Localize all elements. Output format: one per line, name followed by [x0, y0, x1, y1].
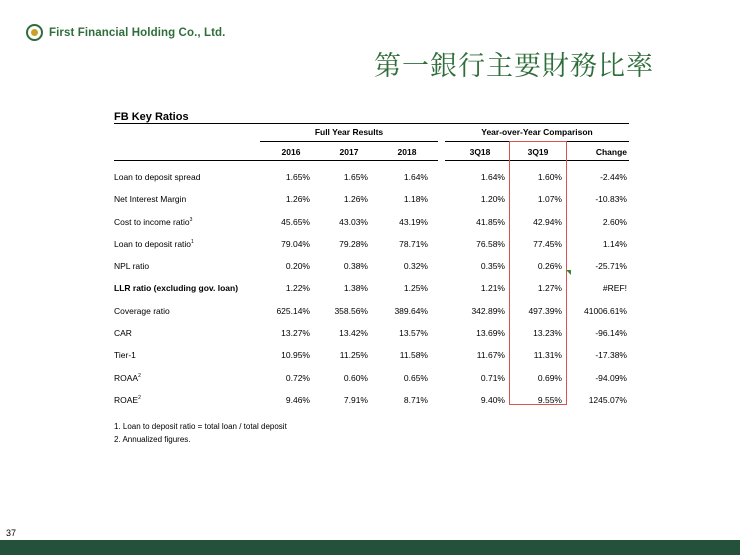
- cell-3q18: 1.21%: [480, 283, 505, 294]
- cell-change: -2.44%: [600, 172, 627, 182]
- footnote-marker: 1: [191, 239, 194, 246]
- cell-3q19: 0.69%: [537, 372, 562, 383]
- cell-3q18: 1.64%: [480, 172, 505, 182]
- slide-title: 第一銀行主要財務比率: [374, 51, 654, 82]
- cell-2016: 45.65%: [281, 216, 310, 227]
- cell-2016: 1.65%: [285, 172, 310, 182]
- cell-2018: 13.57%: [399, 328, 428, 339]
- cell-3q18: 1.20%: [480, 194, 505, 205]
- cell-3q18: 76.58%: [476, 238, 505, 249]
- cell-2017: 13.42%: [339, 328, 368, 339]
- cell-3q19: 0.26%: [537, 261, 562, 272]
- footer-bar: [0, 540, 740, 555]
- cell-3q19: 1.27%: [537, 283, 562, 294]
- cell-2017: 1.26%: [343, 194, 368, 205]
- cell-change: -10.83%: [595, 194, 627, 205]
- company-name: First Financial Holding Co., Ltd.: [49, 26, 226, 39]
- cell-2018: 1.25%: [403, 283, 428, 294]
- column-header-3q18: 3Q18: [469, 147, 491, 157]
- cell-3q19: 1.07%: [537, 194, 562, 205]
- cell-change: 1.14%: [602, 238, 627, 249]
- cell-2018: 1.18%: [403, 194, 428, 205]
- cell-3q19: 42.94%: [533, 216, 562, 227]
- row-label-text: Net Interest Margin: [114, 194, 187, 205]
- cell-change: -94.09%: [595, 372, 627, 383]
- cell-3q18: 9.40%: [480, 394, 505, 405]
- row-label: [114, 373, 141, 383]
- cell-3q18: 0.71%: [480, 372, 505, 383]
- cell-2018: 11.58%: [399, 350, 428, 361]
- footnote-marker: 3: [189, 216, 193, 223]
- title-divider: [114, 123, 629, 124]
- column-header-2018: 2018: [397, 147, 417, 157]
- row-label: [114, 239, 194, 249]
- table-title: FB Key Ratios: [114, 111, 189, 123]
- cell-2018: 0.65%: [403, 372, 428, 383]
- cell-change: #REF!: [602, 283, 627, 294]
- footnote-1: 1. Loan to deposit ratio = total loan / total deposit: [114, 422, 287, 431]
- cell-2016: 10.95%: [281, 350, 310, 361]
- group-divider-full-year: [260, 141, 438, 142]
- cell-2018: 389.64%: [394, 305, 428, 316]
- row-label: [114, 261, 149, 271]
- cell-3q19: 1.60%: [537, 172, 562, 182]
- footnote-2: 2. Annualized figures.: [114, 435, 191, 444]
- 3q19-highlight-box: [509, 141, 567, 405]
- cell-2017: 358.56%: [334, 305, 368, 316]
- page-number: 37: [6, 528, 17, 538]
- cell-2017: 0.38%: [343, 261, 368, 272]
- footnote-marker: 2: [138, 395, 141, 402]
- cell-2017: 0.60%: [343, 372, 368, 383]
- column-header-2016: 2016: [281, 147, 301, 157]
- row-label-text: Cost to income ratio: [114, 216, 190, 227]
- cell-3q19: 497.39%: [528, 305, 562, 316]
- row-label: [114, 283, 238, 293]
- cell-2018: 78.71%: [399, 238, 428, 249]
- cell-2018: 0.32%: [403, 261, 428, 272]
- cell-2017: 11.25%: [339, 350, 368, 361]
- cell-change: -25.71%: [595, 261, 627, 272]
- cell-change: 1245.07%: [588, 394, 627, 405]
- cell-3q19: 13.23%: [533, 328, 562, 339]
- row-label-text: Coverage ratio: [114, 305, 170, 316]
- row-label-text: CAR: [114, 328, 132, 339]
- cell-change: 41006.61%: [583, 305, 627, 316]
- cell-3q18: 11.67%: [476, 350, 505, 361]
- cell-2016: 13.27%: [281, 328, 310, 339]
- cell-2016: 1.26%: [285, 194, 310, 205]
- cell-change: 2.60%: [602, 216, 627, 227]
- cell-3q18: 41.85%: [476, 216, 505, 227]
- cell-2016: 625.14%: [276, 305, 310, 316]
- row-label: [114, 194, 186, 204]
- row-label: [114, 306, 170, 316]
- cell-3q18: 0.35%: [480, 261, 505, 272]
- cell-2017: 43.03%: [339, 216, 368, 227]
- cell-2016: 0.20%: [285, 261, 310, 272]
- cell-3q19: 11.31%: [533, 350, 562, 361]
- row-label-text: ROAE: [114, 394, 139, 405]
- cell-2016: 9.46%: [285, 394, 310, 405]
- footnotes: [114, 420, 287, 446]
- row-label: [114, 350, 136, 360]
- cell-3q19: 77.45%: [533, 238, 562, 249]
- cell-change: -96.14%: [595, 328, 627, 339]
- group-header-full-year: Full Year Results: [314, 127, 384, 137]
- row-label: [114, 172, 200, 182]
- row-label-text: Tier-1: [114, 350, 136, 361]
- logo-emblem-icon: [26, 24, 43, 41]
- cell-2018: 8.71%: [403, 394, 428, 405]
- cell-comment-marker-icon: [566, 270, 571, 275]
- header-divider-left: [114, 160, 438, 161]
- group-header-yoy: Year-over-Year Comparison: [481, 127, 593, 137]
- row-label: [114, 217, 192, 227]
- cell-2018: 43.19%: [399, 216, 428, 227]
- cell-2016: 79.04%: [281, 238, 310, 249]
- cell-3q18: 13.69%: [476, 328, 505, 339]
- cell-3q18: 342.89%: [471, 305, 505, 316]
- cell-2017: 1.38%: [343, 283, 368, 294]
- row-label-text: ROAA: [114, 372, 139, 383]
- column-header-change: Change: [595, 147, 627, 157]
- cell-2018: 1.64%: [403, 172, 428, 182]
- footnote-marker: 2: [138, 372, 141, 379]
- row-label-text: Loan to deposit spread: [114, 172, 201, 182]
- row-label-text: LLR ratio (excluding gov. loan): [114, 283, 239, 294]
- cell-2017: 1.65%: [343, 172, 368, 182]
- cell-2017: 7.91%: [343, 394, 368, 405]
- cell-3q19: 9.55%: [537, 394, 562, 405]
- row-label: [114, 395, 141, 405]
- row-label-text: NPL ratio: [114, 261, 150, 272]
- cell-2017: 79.28%: [339, 238, 368, 249]
- cell-2016: 1.22%: [285, 283, 310, 294]
- column-header-3q19: 3Q19: [527, 147, 549, 157]
- cell-change: -17.38%: [595, 350, 627, 361]
- row-label: [114, 328, 132, 338]
- cell-2016: 0.72%: [285, 372, 310, 383]
- company-logo: [26, 24, 225, 41]
- column-header-2017: 2017: [339, 147, 359, 157]
- row-label-text: Loan to deposit ratio: [114, 238, 192, 249]
